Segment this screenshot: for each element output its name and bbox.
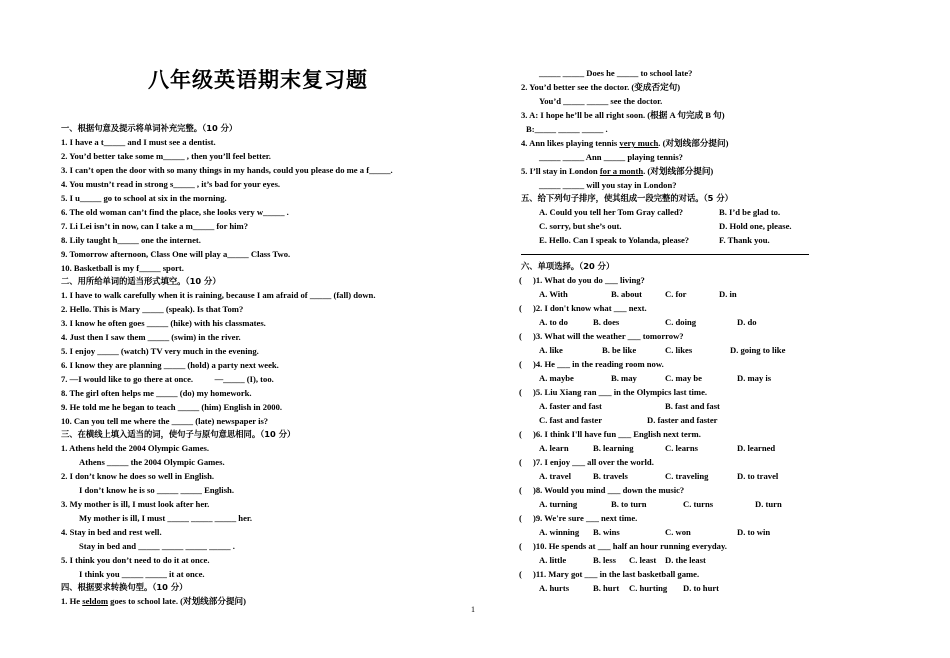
sec2-item: 5. I enjoy _____ (watch) TV very much in the evening.	[61, 346, 259, 356]
answer-paren[interactable]: (	[519, 569, 522, 579]
dialog-option: D. Hold one, please.	[719, 221, 792, 231]
sec1-item: 9. Tomorrow afternoon, Class One will play a_____ Class Two.	[61, 249, 291, 259]
underlined-word: very much	[619, 138, 659, 148]
choice-option: B. be like	[602, 345, 637, 355]
dialog-option: F. Thank you.	[719, 235, 770, 245]
text: 4. Ann likes playing tennis	[521, 138, 620, 148]
sec4-line: You’d _____ _____ see the doctor.	[539, 96, 663, 106]
choice-option: D. going to like	[730, 345, 786, 355]
choice-option: C. likes	[665, 345, 693, 355]
sec4-line: 2. You’d better see the doctor. (变成否定句)	[521, 82, 681, 92]
section-4-heading: 四、根据要求转换句型。（10 分）	[61, 582, 188, 592]
choice-option: D. to win	[737, 527, 771, 537]
answer-paren[interactable]: (	[519, 331, 522, 341]
choice-option: A. travel	[539, 471, 571, 481]
sec3-item: 1. Athens held the 2004 Olympic Games.	[61, 443, 210, 453]
choice-option: B. learning	[593, 443, 634, 453]
choice-option: B. may	[611, 373, 637, 383]
choice-option: C. traveling	[665, 471, 709, 481]
choice-option: B. wins	[593, 527, 620, 537]
choice-option: A. to do	[539, 317, 568, 327]
choice-option: A. like	[539, 345, 563, 355]
choice-option: A. maybe	[539, 373, 574, 383]
sec1-item: 8. Lily taught h_____ one the internet.	[61, 235, 201, 245]
answer-paren[interactable]: (	[519, 359, 522, 369]
section-3-heading: 三、在横线上填入适当的词，使句子与原句意思相同。（10 分）	[61, 429, 296, 439]
choice-option: B. travels	[593, 471, 628, 481]
choice-option: C. turns	[683, 499, 714, 509]
sec3-item: I think you _____ _____ it at once.	[79, 569, 205, 579]
text: 1. He	[61, 596, 83, 606]
choice-option: A. turning	[539, 499, 578, 509]
dialog-option: B. I’d be glad to.	[719, 207, 781, 217]
question-text: )1. What do you do ___ living?	[533, 275, 645, 285]
choice-option: D. do	[737, 317, 757, 327]
question-text: )11. Mary got ___ in the last basketball game.	[533, 569, 700, 579]
sec3-item: 5. I think you don’t need to do it at once.	[61, 555, 210, 565]
choice-option: D. faster and faster	[647, 415, 718, 425]
question-text: )10. He spends at ___ half an hour running everyday.	[533, 541, 727, 551]
choice-option: C. doing	[665, 317, 697, 327]
choice-option: D. to travel	[737, 471, 779, 481]
answer-paren[interactable]: (	[519, 541, 522, 551]
underlined-word: for a month	[599, 166, 644, 176]
sec3-item: 2. I don’t know he does so well in English.	[61, 471, 215, 481]
sec1-item: 10. Basketball is my f_____ sport.	[61, 263, 184, 273]
sec2-item: 6. I know they are planning _____ (hold) a party next week.	[61, 360, 279, 370]
choice-option: B. does	[593, 317, 620, 327]
page-title: 八年级英语期末复习题	[148, 68, 368, 92]
sec4-item-1	[61, 596, 246, 606]
choice-option: A. With	[539, 289, 568, 299]
choice-option: B. hurt	[593, 583, 620, 593]
sec2-item: 3. I know he often goes _____ (hike) with his classmates.	[61, 318, 266, 328]
sec1-item: 3. I can’t open the door with so many things in my hands, could you please do me a f_____.	[61, 165, 393, 175]
question-text: )8. Would you mind ___ down the music?	[533, 485, 685, 495]
answer-paren[interactable]: (	[519, 429, 522, 439]
dialog-option: C. sorry, but she’s out.	[539, 221, 622, 231]
sec3-item: My mother is ill, I must _____ _____ _____ her.	[79, 513, 253, 523]
choice-option: B. less	[593, 555, 616, 565]
sec2-item: 10. Can you tell me where the _____ (late) newspaper is?	[61, 416, 269, 426]
sec4-line: _____ _____ Does he _____ to school late?	[539, 68, 693, 78]
choice-option: A. winning	[539, 527, 580, 537]
choice-option: D. may is	[737, 373, 772, 383]
choice-option: C. for	[665, 289, 687, 299]
choice-option: B. to turn	[611, 499, 647, 509]
sec1-item: 4. You mustn’t read in strong s_____ , it’s bad for your eyes.	[61, 179, 281, 189]
question-text: )3. What will the weather ___ tomorrow?	[533, 331, 684, 341]
section-2-heading: 二、用所给单词的适当形式填空。（10 分）	[61, 276, 221, 286]
choice-option: A. hurts	[539, 583, 570, 593]
sec3-item: 3. My mother is ill, I must look after her.	[61, 499, 210, 509]
dialog-option: E. Hello. Can I speak to Yolanda, please?	[539, 235, 690, 245]
choice-option: C. may be	[665, 373, 702, 383]
question-text: )2. I don't know what ___ next.	[533, 303, 647, 313]
choice-option: D. learned	[737, 443, 776, 453]
underlined-word: seldom	[82, 596, 109, 606]
sec3-item: Athens _____ the 2004 Olympic Games.	[79, 457, 225, 467]
sec4-line: 3. A: I hope he’ll be all right soon. (根据 A 句完成 B 句)	[521, 110, 725, 120]
sec3-item: I don’t know he is so _____ _____ English.	[79, 485, 234, 495]
choice-option: C. won	[665, 527, 691, 537]
choice-option: A. faster and fast	[539, 401, 602, 411]
section-6-heading: 六、单项选择。（20 分）	[521, 261, 615, 271]
sec2-item: 2. Hello. This is Mary _____ (speak). Is that Tom?	[61, 304, 244, 314]
answer-paren[interactable]: (	[519, 485, 522, 495]
answer-paren[interactable]: (	[519, 303, 522, 313]
question-text: )6. I think I'll have fun ___ English next term.	[533, 429, 701, 439]
dialog-option: A. Could you tell her Tom Gray called?	[539, 207, 684, 217]
sec1-item: 1. I have a t_____ and I must see a dentist.	[61, 137, 216, 147]
answer-paren[interactable]: (	[519, 387, 522, 397]
question-text: )5. Liu Xiang ran ___ in the Olympics last time.	[533, 387, 708, 397]
sec2-item: 4. Just then I saw them _____ (swim) in the river.	[61, 332, 241, 342]
answer-paren[interactable]: (	[519, 513, 522, 523]
choice-option: B. about	[611, 289, 643, 299]
text: . (对划线部分提问)	[658, 138, 729, 148]
sec1-item: 7. Li Lei isn’t in now, can I take a m_____ for him?	[61, 221, 249, 231]
choice-option: D. to hurt	[683, 583, 720, 593]
choice-option: C. hurting	[629, 583, 668, 593]
choice-option: C. learns	[665, 443, 698, 453]
sec1-item: 2. You’d better take some m_____ , then you’ll feel better.	[61, 151, 271, 161]
choice-option: C. fast and faster	[539, 415, 603, 425]
choice-option: C. least	[629, 555, 657, 565]
sec2-item: 1. I have to walk carefully when it is raining, because I am afraid of _____ (fall) down.	[61, 290, 376, 300]
sec4-line	[521, 138, 728, 148]
question-text: )9. We're sure ___ next time.	[533, 513, 638, 523]
choice-option: B. fast and fast	[665, 401, 720, 411]
section-5-heading: 五、给下列句子排序，使其组成一段完整的对话。（5 分）	[521, 193, 733, 203]
question-text: )7. I enjoy ___ all over the world.	[533, 457, 654, 467]
question-text: )4. He ___ in the reading room now.	[533, 359, 664, 369]
choice-option: D. the least	[665, 555, 706, 565]
sec3-item: 4. Stay in bed and rest well.	[61, 527, 162, 537]
sec4-line	[521, 166, 713, 176]
choice-option: D. in	[719, 289, 737, 299]
sec4-line: B:_____ _____ _____ .	[526, 124, 608, 134]
sec1-item: 6. The old woman can’t find the place, she looks very w_____ .	[61, 207, 289, 217]
sec2-item: 9. He told me he began to teach _____ (him) English in 2000.	[61, 402, 283, 412]
section-1-heading: 一、根据句意及提示将单词补充完整。（10 分）	[61, 123, 238, 133]
sec4-line: _____ _____ Ann _____ playing tennis?	[539, 152, 683, 162]
choice-option: D. turn	[755, 499, 782, 509]
page-number: 1	[471, 605, 475, 614]
text: 5. I’ll stay in London	[521, 166, 600, 176]
text: . (对划线部分提问)	[643, 166, 714, 176]
answer-line	[521, 254, 809, 255]
sec2-item: 7. —I would like to go there at once. —_____ (I), too.	[61, 374, 274, 384]
text: goes to school late. (对划线部分提问)	[108, 596, 246, 606]
sec4-line: _____ _____ will you stay in London?	[539, 180, 677, 190]
sec2-item: 8. The girl often helps me _____ (do) my homework.	[61, 388, 252, 398]
choice-option: A. little	[539, 555, 567, 565]
choice-option: A. learn	[539, 443, 569, 453]
sec1-item: 5. I u_____ go to school at six in the morning.	[61, 193, 227, 203]
answer-paren[interactable]: (	[519, 457, 522, 467]
answer-paren[interactable]: (	[519, 275, 522, 285]
sec3-item: Stay in bed and _____ _____ _____ _____ .	[79, 541, 235, 551]
